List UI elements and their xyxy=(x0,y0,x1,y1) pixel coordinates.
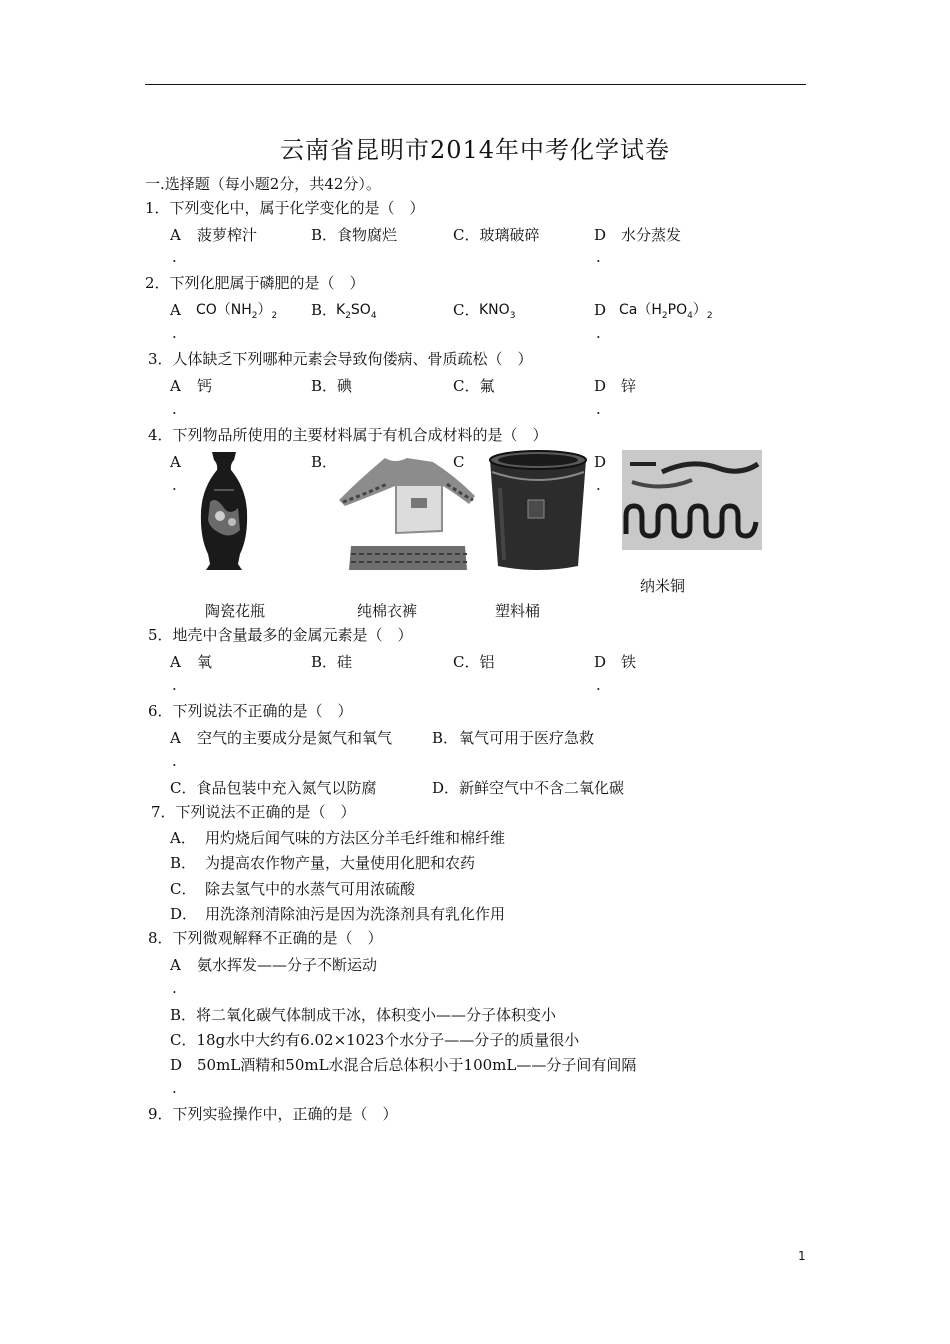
caption-vase: 陶瓷花瓶 xyxy=(205,602,266,620)
caption-bucket: 塑料桶 xyxy=(495,602,541,620)
vase-image xyxy=(196,450,252,572)
question-6-stem: 6．下列说法不正确的是（ ） xyxy=(148,702,353,720)
plastic-bucket-image xyxy=(486,448,590,572)
question-1-stem: 1．下列变化中，属于化学变化的是（ ） xyxy=(145,199,425,217)
caption-clothes: 纯棉衣裤 xyxy=(357,602,418,620)
q1-option-a-label: A xyxy=(170,226,181,244)
q3-dot-a: . xyxy=(172,400,177,418)
q7-option-c-label: C． xyxy=(170,880,197,898)
page-number: 1 xyxy=(798,1249,806,1263)
q1-dot-a: . xyxy=(172,248,177,266)
q5-option-a-text: 氧 xyxy=(197,653,213,671)
question-2-stem: 2．下列化肥属于磷肥的是（ ） xyxy=(145,274,365,292)
q4-dot-a: . xyxy=(172,476,177,494)
q1-option-a-text: 菠萝榨汁 xyxy=(197,226,258,244)
q6-option-d: D．新鲜空气中不含二氧化碳 xyxy=(432,779,625,797)
q2-option-d-formula: $Ca(H_2PO_4)_2$ xyxy=(619,302,713,321)
q6-option-a-text: 空气的主要成分是氮气和氧气 xyxy=(197,729,393,747)
q8-option-a-label: A xyxy=(170,956,181,974)
q5-option-d-text: 铁 xyxy=(621,653,637,671)
q6-dot-a: . xyxy=(172,752,177,770)
q7-option-d-label: D． xyxy=(170,905,198,923)
q8-option-b: B．将二氧化碳气体制成干冰，体积变小——分子体积变小 xyxy=(170,1006,557,1024)
question-4-stem: 4．下列物品所使用的主要材料属于有机合成材料的是（ ） xyxy=(148,426,548,444)
q2-option-c-formula: $KNO_3$ xyxy=(479,302,516,321)
q7-option-d-text: 用洗涤剂清除油污是因为洗涤剂具有乳化作用 xyxy=(205,905,506,923)
q4-option-c-label: C xyxy=(453,453,465,471)
q1-dot-d: . xyxy=(596,248,601,266)
q1-option-d-text: 水分蒸发 xyxy=(621,226,682,244)
q3-option-d-text: 锌 xyxy=(621,377,637,395)
q7-option-b-text: 为提高农作物产量，大量使用化肥和农药 xyxy=(205,854,476,872)
q4-option-d-label: D xyxy=(594,453,607,471)
question-3-stem: 3．人体缺乏下列哪种元素会导致佝偻病、骨质疏松（ ） xyxy=(148,350,533,368)
q3-option-c: C．氟 xyxy=(453,377,495,395)
q7-option-c-text: 除去氢气中的水蒸气可用浓硫酸 xyxy=(205,880,416,898)
q1-option-c: C．玻璃破碎 xyxy=(453,226,540,244)
caption-nano-copper: 纳米铜 xyxy=(640,577,686,595)
q1-option-b: B．食物腐烂 xyxy=(311,226,398,244)
q8-option-c: C．18g水中大约有6.02×1023个水分子——分子的质量很小 xyxy=(170,1031,580,1049)
q8-option-d-text: 50mL酒精和50mL水混合后总体积小于100mL——分子间有间隔 xyxy=(197,1056,637,1074)
q1-option-d-label: D xyxy=(594,226,607,244)
q5-option-d-label: D xyxy=(594,653,607,671)
q8-option-a-text: 氨水挥发——分子不断运动 xyxy=(197,956,378,974)
section-heading: 一.选择题（每小题2分，共42分）。 xyxy=(145,175,381,193)
q2-option-a-label: A xyxy=(170,301,181,319)
q7-option-a-text: 用灼烧后闻气味的方法区分羊毛纤维和棉纤维 xyxy=(205,829,506,847)
q2-option-c-label: C． xyxy=(453,301,480,319)
q3-option-b: B．碘 xyxy=(311,377,353,395)
question-9-stem: 9．下列实验操作中，正确的是（ ） xyxy=(148,1105,398,1123)
q5-dot-d: . xyxy=(596,676,601,694)
q5-option-a-label: A xyxy=(170,653,181,671)
q3-option-a-label: A xyxy=(170,377,181,395)
q6-option-b-text: 氧气可用于医疗急救 xyxy=(459,729,595,747)
q5-option-c: C．铝 xyxy=(453,653,495,671)
q6-option-b-label: B． xyxy=(432,729,459,747)
q2-dot-d: . xyxy=(596,324,601,342)
header-rule xyxy=(145,84,806,85)
q3-option-a-text: 钙 xyxy=(197,377,213,395)
q8-option-d-label: D xyxy=(170,1056,183,1074)
q7-option-b-label: B． xyxy=(170,854,197,872)
question-7-stem: 7．下列说法不正确的是（ ） xyxy=(151,803,356,821)
q3-option-d-label: D xyxy=(594,377,607,395)
page-title: 云南省昆明市2014年中考化学试卷 xyxy=(279,136,671,164)
q6-option-c: C．食品包装中充入氮气以防腐 xyxy=(170,779,377,797)
q7-option-a-label: A． xyxy=(170,829,196,847)
q5-dot-a: . xyxy=(172,676,177,694)
q4-dot-d: . xyxy=(596,476,601,494)
q2-option-b-label: B． xyxy=(311,301,338,319)
q2-option-d-label: D xyxy=(594,301,607,319)
q2-dot-a: . xyxy=(172,324,177,342)
q6-option-a-label: A xyxy=(170,729,181,747)
q8-dot-a: . xyxy=(172,979,177,997)
question-5-stem: 5．地壳中含量最多的金属元素是（ ） xyxy=(148,626,413,644)
q4-option-a-label: A xyxy=(170,453,181,471)
q4-option-b-label: B． xyxy=(311,453,338,471)
question-8-stem: 8．下列微观解释不正确的是（ ） xyxy=(148,929,383,947)
q2-option-b-formula: $K_2SO_4$ xyxy=(336,302,377,321)
q5-option-b: B．硅 xyxy=(311,653,353,671)
q3-dot-d: . xyxy=(596,400,601,418)
nano-copper-image xyxy=(622,450,762,550)
q8-dot-d: . xyxy=(172,1079,177,1097)
q2-option-a-formula: $CO(NH_2)_2$ xyxy=(196,302,278,321)
